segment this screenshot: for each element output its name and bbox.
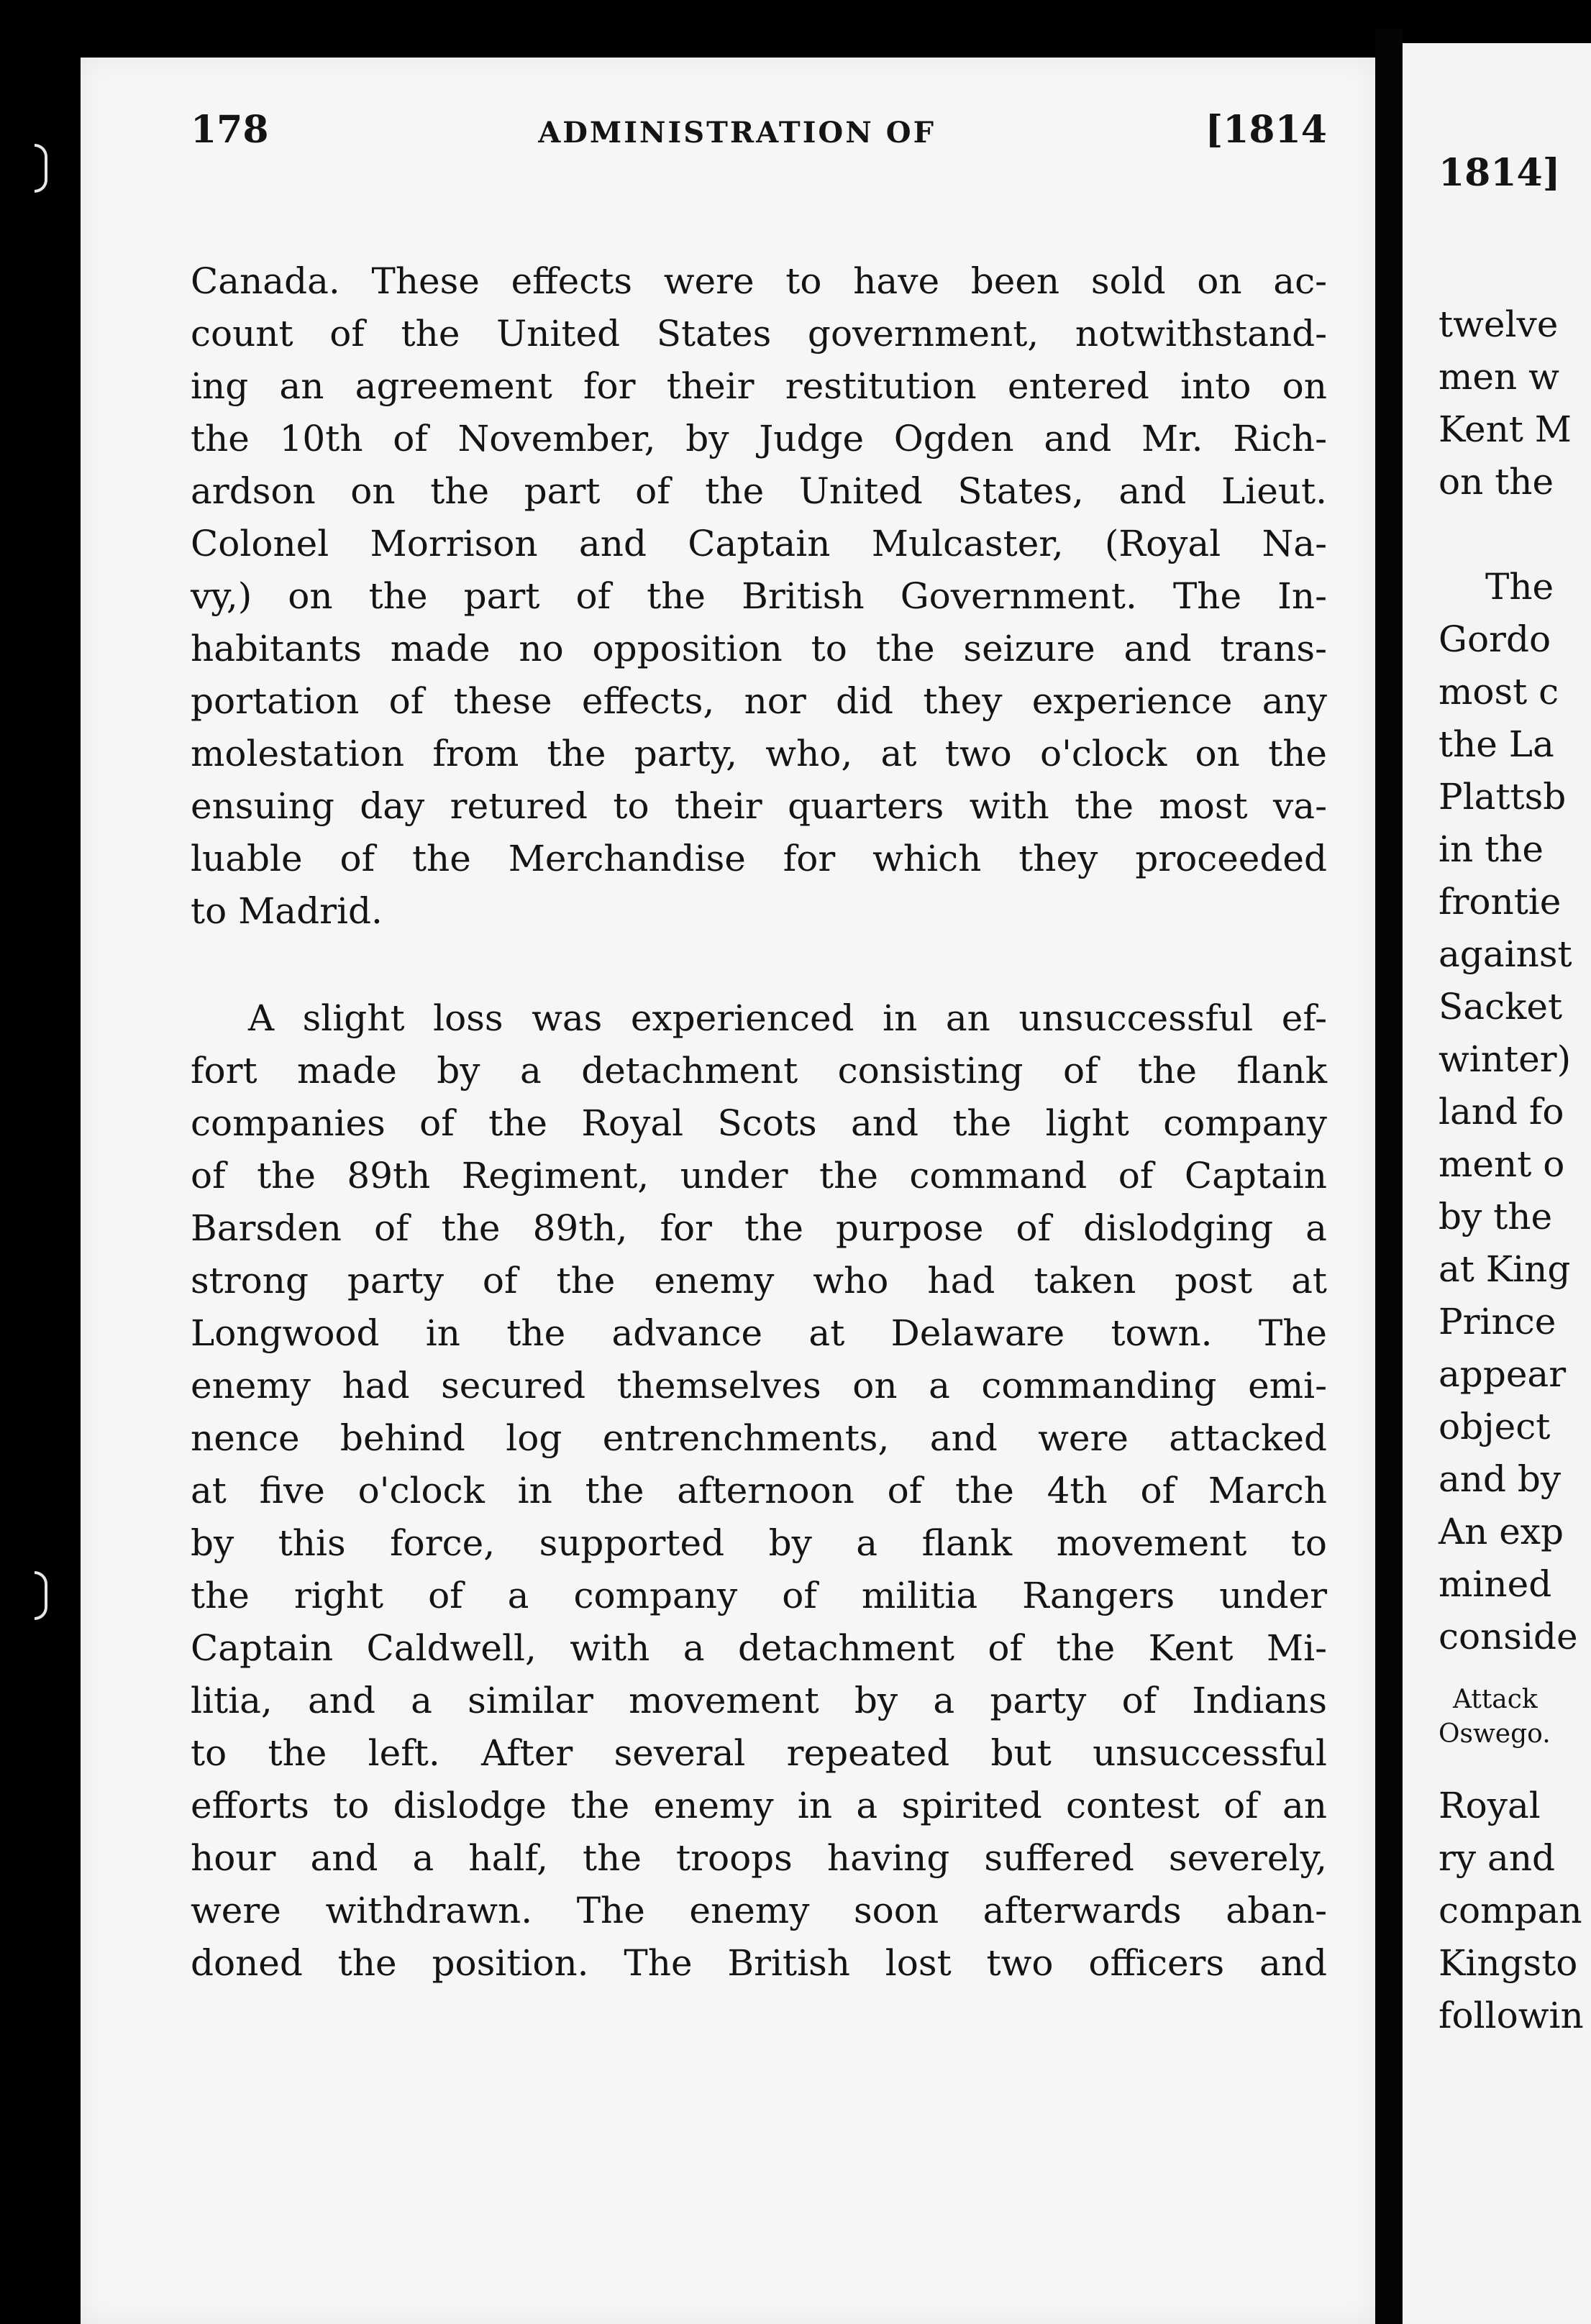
running-head-year: [1814 xyxy=(1205,108,1327,152)
text-line: companies of the Royal Scots and the light company xyxy=(191,1102,1327,1144)
text-line: object xyxy=(1439,1406,1551,1447)
paragraph-2 xyxy=(191,992,1327,1990)
text-line: appear xyxy=(1439,1353,1567,1395)
text-line: An exp xyxy=(1439,1511,1564,1552)
text-line: count of the United States government, notwithstand- xyxy=(191,313,1327,354)
text-line: mined xyxy=(1439,1563,1552,1605)
text-line: vy,) on the part of the British Government. The In- xyxy=(191,575,1327,617)
running-head-title: ADMINISTRATION OF xyxy=(538,116,936,150)
text-line: efforts to dislodge the enemy in a spirited contest of an xyxy=(191,1785,1327,1826)
text-line: of the 89th Regiment, under the command of Captain xyxy=(191,1155,1327,1197)
left-running-head xyxy=(191,108,1327,165)
text-line: most c xyxy=(1439,671,1559,713)
text-line: Sacket xyxy=(1439,986,1563,1028)
text-line: Longwood in the advance at Delaware town. The xyxy=(191,1312,1327,1354)
text-line: Plattsb xyxy=(1439,776,1567,818)
text-line: strong party of the enemy who had taken post at xyxy=(191,1260,1327,1301)
text-line: ardson on the part of the United States, and Lieut. xyxy=(191,470,1327,512)
text-line: Captain Caldwell, with a detachment of the Kent Mi- xyxy=(191,1627,1327,1669)
text-line: Canada. These effects were to have been sold on ac- xyxy=(191,260,1327,302)
text-line: men w xyxy=(1439,356,1559,398)
text-line: Kingsto xyxy=(1439,1942,1578,1984)
text-line: fort made by a detachment consisting of the flank xyxy=(191,1050,1327,1092)
text-line: winter) xyxy=(1439,1038,1572,1080)
text-line: the 10th of November, by Judge Ogden and Mr. Rich- xyxy=(191,418,1327,459)
scan-border-left xyxy=(0,0,79,2324)
text-line: nence behind log entrenchments, and were attacked xyxy=(191,1417,1327,1459)
text-line: Gordo xyxy=(1439,618,1551,660)
text-line: land fo xyxy=(1439,1091,1564,1133)
text-line: litia, and a similar movement by a party of Indians xyxy=(191,1680,1327,1721)
paragraph-1 xyxy=(191,255,1327,938)
scan-artifact-mark xyxy=(35,144,47,193)
text-line: luable of the Merchandise for which they proceeded xyxy=(191,838,1327,879)
text-line: The xyxy=(1485,566,1554,608)
right-text-block xyxy=(1439,298,1591,1663)
text-line: ing an agreement for their restitution entered into on xyxy=(191,365,1327,407)
margin-note-line: Attack xyxy=(1453,1685,1538,1714)
text-line: Royal xyxy=(1439,1785,1541,1826)
text-line: to the left. After several repeated but unsuccessful xyxy=(191,1732,1327,1774)
text-line: Prince xyxy=(1439,1301,1556,1342)
text-line: twelve xyxy=(1439,303,1559,345)
text-line: ment o xyxy=(1439,1143,1565,1185)
text-line: and by xyxy=(1439,1458,1562,1500)
text-line: at King xyxy=(1439,1248,1571,1290)
scan-artifact-mark xyxy=(35,1571,47,1620)
text-line: to Madrid. xyxy=(191,890,383,932)
text-line: on the xyxy=(1439,461,1554,503)
text-line: habitants made no opposition to the seizure and trans- xyxy=(191,628,1327,669)
text-line: portation of these effects, nor did they experience any xyxy=(191,680,1327,722)
text-line: Colonel Morrison and Captain Mulcaster, (Royal Na- xyxy=(191,523,1327,564)
book-gutter xyxy=(1375,29,1403,2324)
right-running-head: 1814] xyxy=(1439,151,1561,195)
text-line: ensuing day retured to their quarters with the most va- xyxy=(191,785,1327,827)
text-line: hour and a half, the troops having suffered severely, xyxy=(191,1837,1327,1879)
text-line: against xyxy=(1439,933,1572,975)
margin-note xyxy=(1439,1683,1591,1752)
text-line: Kent M xyxy=(1439,408,1572,450)
page-number: 178 xyxy=(191,108,269,152)
text-line: ry and xyxy=(1439,1837,1556,1879)
text-line: in the xyxy=(1439,828,1544,870)
paragraph-gap xyxy=(1439,508,1591,561)
text-line: Barsden of the 89th, for the purpose of dislodging a xyxy=(191,1207,1327,1249)
text-line: conside xyxy=(1439,1616,1578,1657)
text-line: A slight loss was experienced in an unsuccessful ef- xyxy=(248,997,1327,1039)
text-line: by this force, supported by a flank movement to xyxy=(191,1522,1327,1564)
text-line: by the xyxy=(1439,1196,1553,1238)
text-line: followin xyxy=(1439,1995,1584,2036)
right-text-block-2 xyxy=(1439,1780,1591,2042)
text-line: were withdrawn. The enemy soon afterwards aban- xyxy=(191,1890,1327,1931)
text-line: compan xyxy=(1439,1890,1582,1931)
right-book-page xyxy=(1403,43,1591,2324)
text-line: doned the position. The British lost two officers and xyxy=(191,1942,1327,1984)
text-line: enemy had secured themselves on a commanding emi- xyxy=(191,1365,1327,1406)
text-line: frontie xyxy=(1439,881,1562,923)
margin-note-line: Oswego. xyxy=(1439,1719,1551,1749)
text-line: the right of a company of militia Rangers under xyxy=(191,1575,1327,1616)
text-line: the La xyxy=(1439,723,1554,765)
text-line: at five o'clock in the afternoon of the 4th of March xyxy=(191,1470,1327,1511)
text-line: molestation from the party, who, at two o'clock on the xyxy=(191,733,1327,774)
